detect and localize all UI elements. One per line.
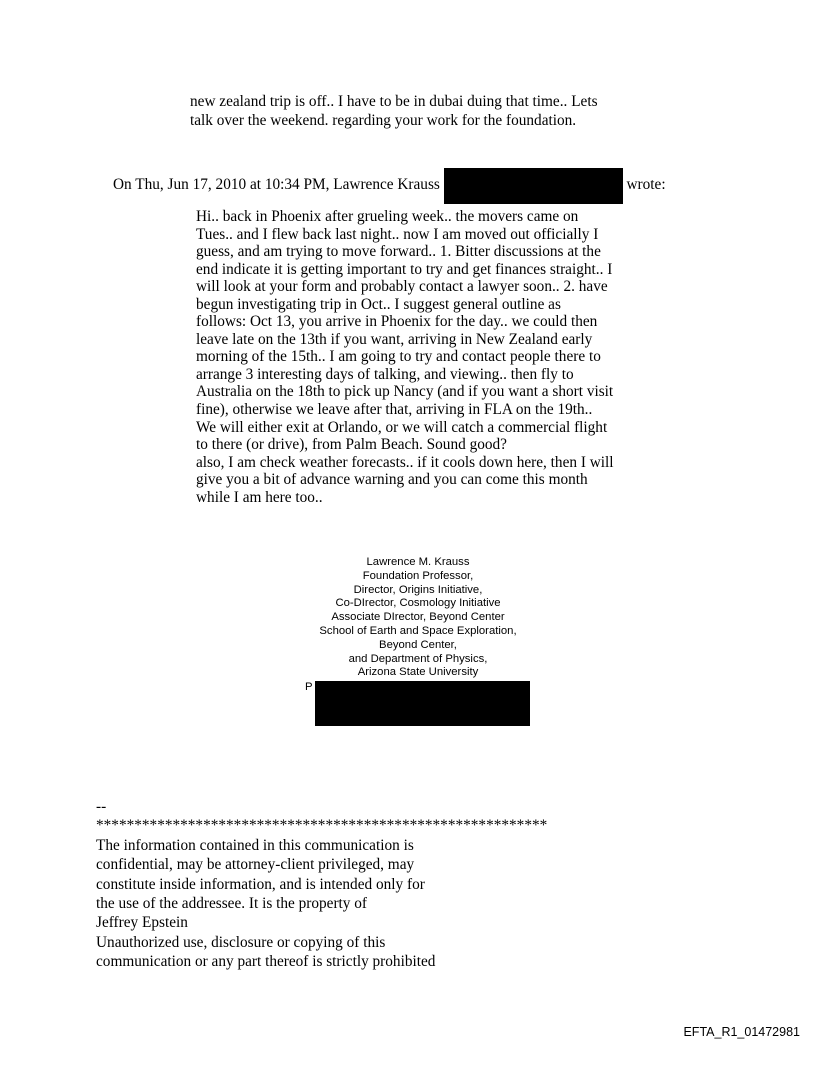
text-line: Associate DIrector, Beyond Center xyxy=(331,611,505,624)
text-line: also, I am check weather forecasts.. if it cools down here, then I will xyxy=(196,453,614,471)
text-line: Co-DIrector, Cosmology Initiative xyxy=(335,597,501,610)
header-suffix: wrote: xyxy=(622,176,666,193)
text-line: confidential, may be attorney-client privileged, may xyxy=(96,856,415,874)
text-line: The information contained in this communication is xyxy=(96,836,414,854)
redaction-box xyxy=(315,681,530,726)
text-line: Arizona State University xyxy=(357,666,479,679)
text-line: will look at your form and probably contact a lawyer soon.. 2. have xyxy=(196,278,608,296)
text-line: new zealand trip is off.. I have to be in dubai duing that time.. Lets xyxy=(190,93,598,110)
text-line: Australia on the 18th to pick up Nancy (and if you want a short visit xyxy=(196,383,614,401)
signature-block xyxy=(288,556,548,680)
text-line: Director, Origins Initiative, xyxy=(353,583,483,596)
text-line: Hi.. back in Phoenix after grueling week.. the movers came on xyxy=(196,208,579,225)
text-line: end indicate it is getting important to try and get finances straight.. I xyxy=(196,260,613,278)
text-line: while I am here too.. xyxy=(196,488,323,506)
confidentiality-footer xyxy=(96,797,547,972)
text-line: fine), otherwise we leave after that, arriving in FLA on the 19th.. xyxy=(196,401,593,419)
text-line: to there (or drive), from Palm Beach. Sound good? xyxy=(196,436,507,454)
quoted-body xyxy=(196,208,646,506)
footer-dashes: -- xyxy=(96,798,107,815)
quote-header xyxy=(113,175,666,204)
text-line: begun investigating trip in Oct.. I suggest general outline as xyxy=(196,295,561,313)
redaction-box xyxy=(444,168,623,204)
footer-stars: *********************************************************** xyxy=(96,817,548,835)
text-line: follows: Oct 13, you arrive in Phoenix for the day.. we could then xyxy=(196,313,598,331)
text-line: Jeffrey Epstein xyxy=(96,914,188,932)
text-line: give you a bit of advance warning and you can come this month xyxy=(196,471,588,489)
text-line: Beyond Center, xyxy=(379,638,457,651)
text-line: We will either exit at Orlando, or we will catch a commercial flight xyxy=(196,418,608,436)
text-line: Foundation Professor, xyxy=(362,569,474,582)
text-line: Unauthorized use, disclosure or copying of this xyxy=(96,933,386,951)
text-line: and Department of Physics, xyxy=(348,652,488,665)
text-line: constitute inside information, and is intended only for xyxy=(96,875,425,893)
text-line: leave late on the 13th if you want, arriving in New Zealand early xyxy=(196,330,593,348)
document-id: EFTA_R1_01472981 xyxy=(683,1025,800,1039)
text-line: communication or any part thereof is strictly prohibited xyxy=(96,953,436,971)
signature-partial: P xyxy=(305,681,313,693)
text-line: Tues.. and I flew back last night.. now I am moved out officially I xyxy=(196,225,599,243)
text-line: Lawrence M. Krauss xyxy=(366,556,470,568)
text-line: the use of the addressee. It is the property of xyxy=(96,895,368,913)
text-line: talk over the weekend. regarding your work for the foundation. xyxy=(190,112,577,129)
text-line: arrange 3 interesting days of talking, and viewing.. then fly to xyxy=(196,365,574,383)
text-line: guess, and am trying to move forward.. 1. Bitter discussions at the xyxy=(196,243,601,261)
reply-text xyxy=(190,92,630,130)
header-prefix: On Thu, Jun 17, 2010 at 10:34 PM, Lawrence Krauss xyxy=(113,176,444,193)
text-line: morning of the 15th.. I am going to try and contact people there to xyxy=(196,348,601,366)
text-line: School of Earth and Space Exploration, xyxy=(319,624,517,637)
